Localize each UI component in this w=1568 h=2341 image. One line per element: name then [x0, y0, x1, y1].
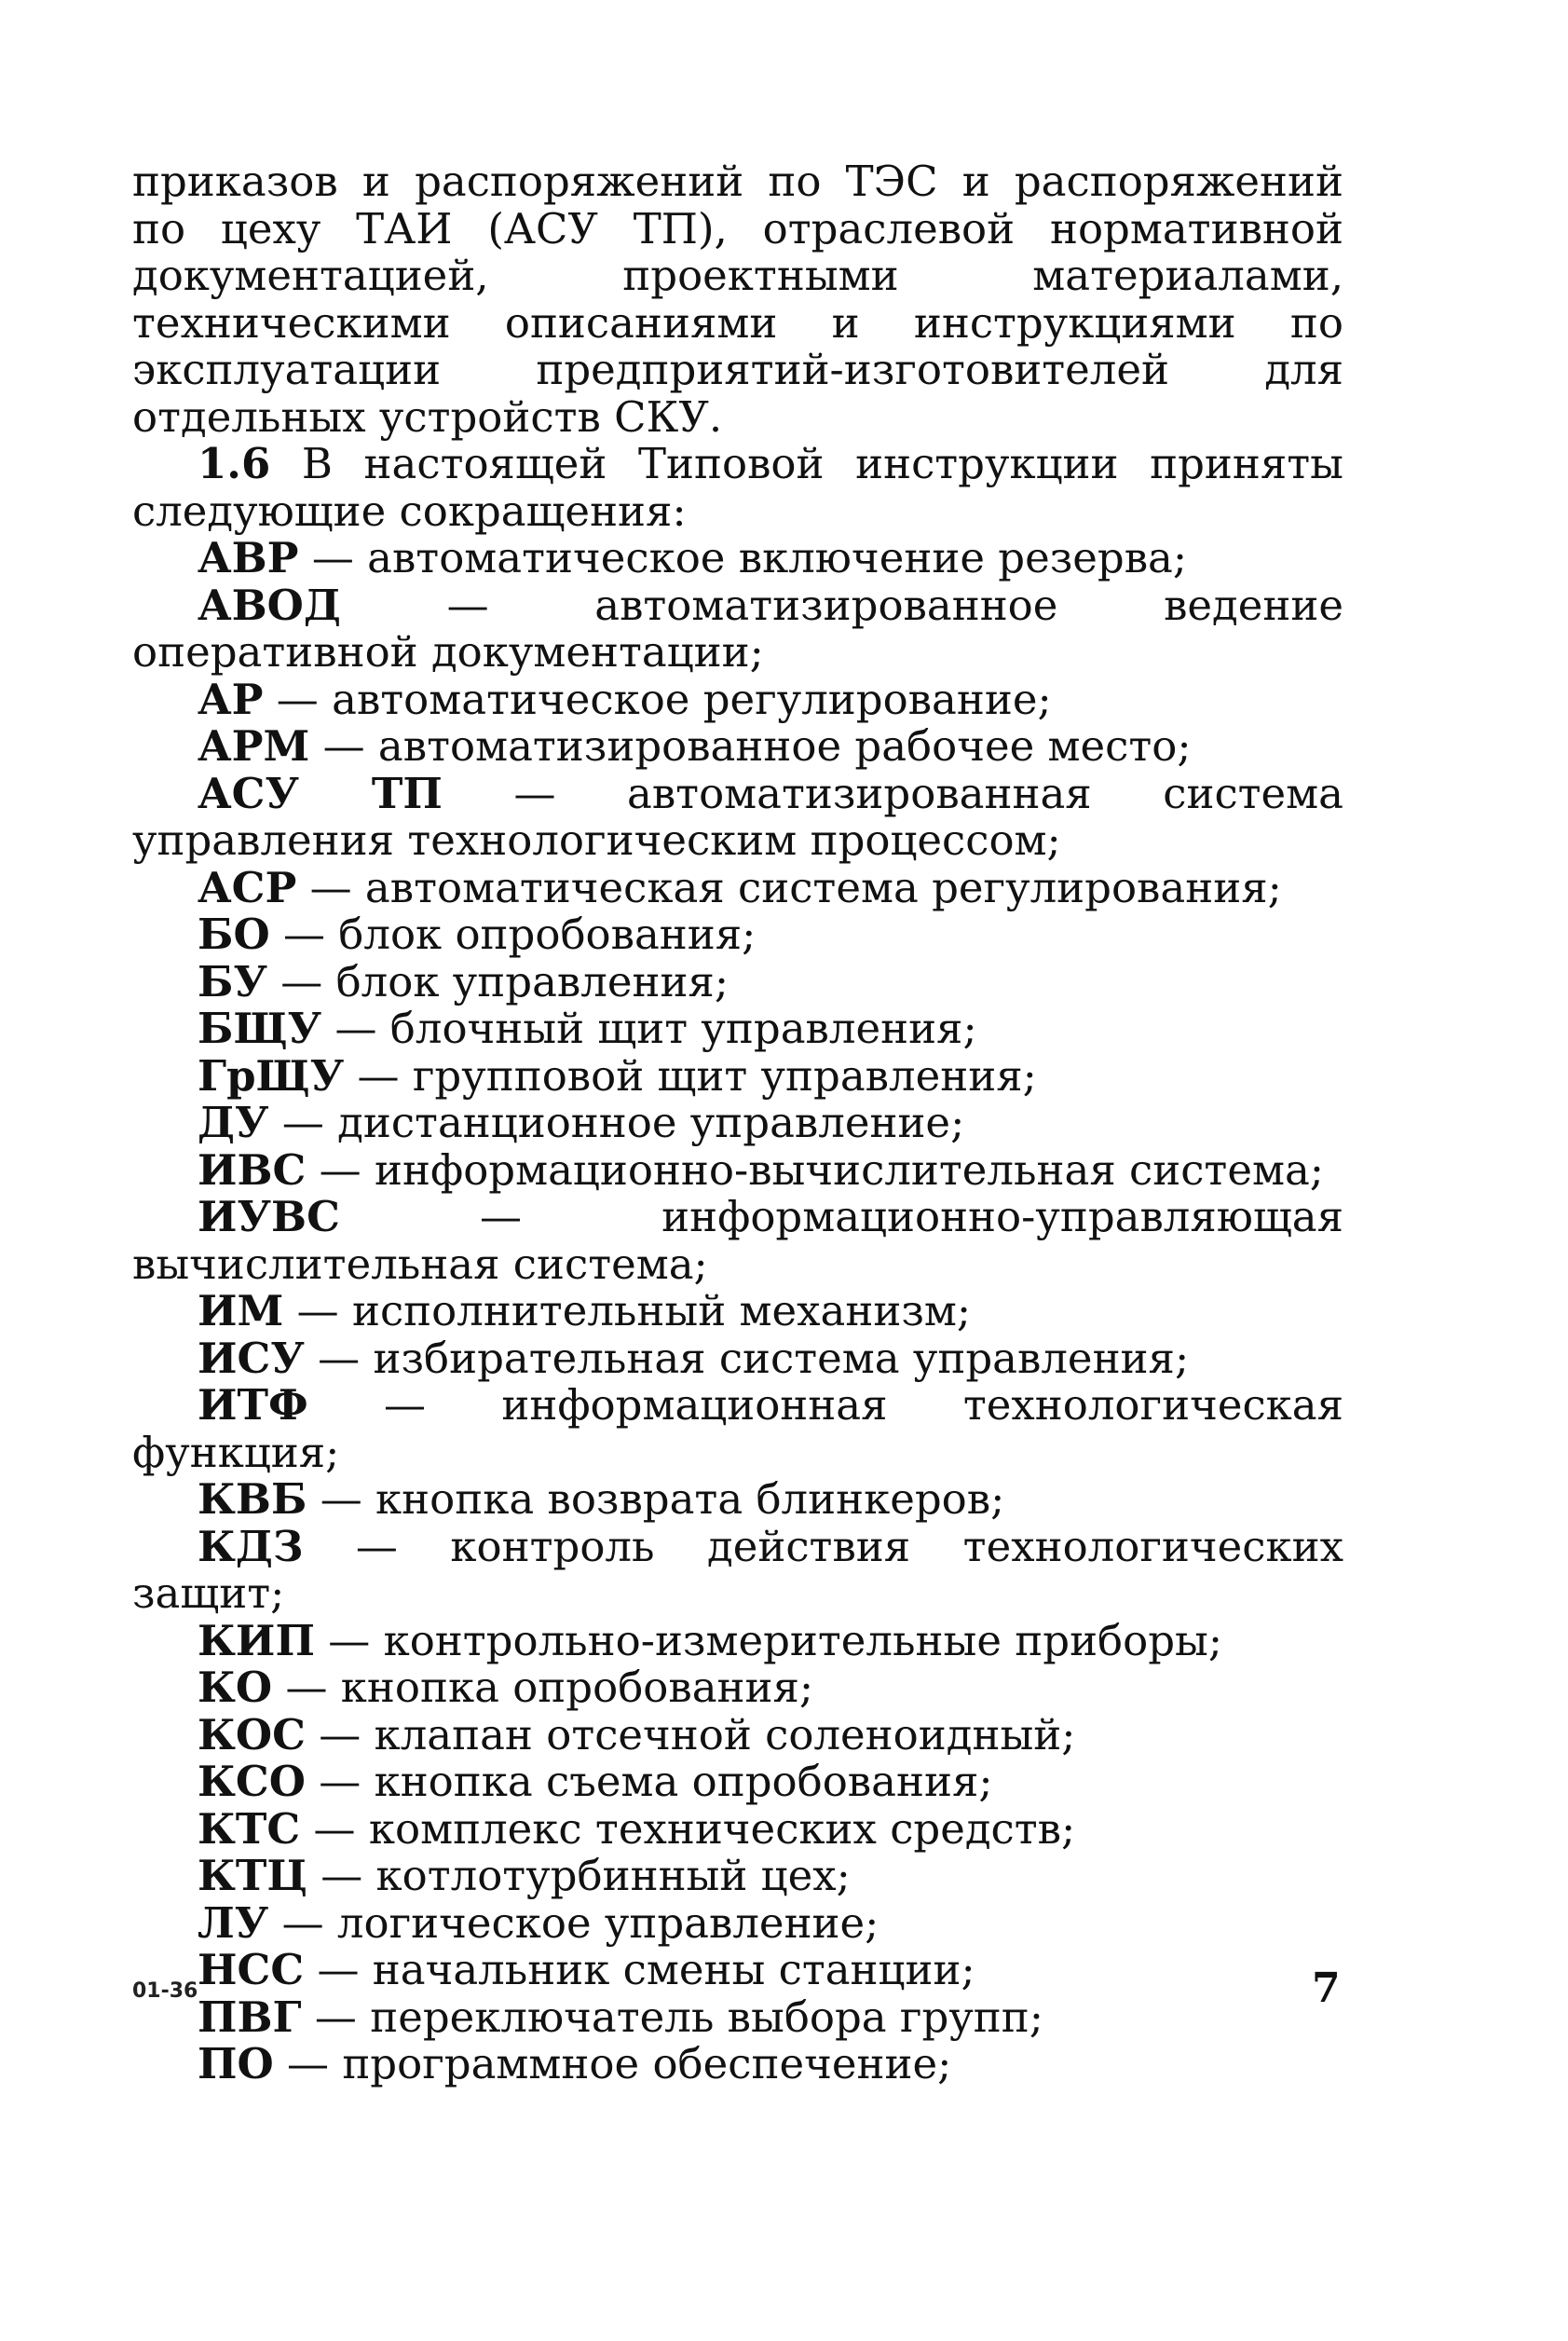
abbreviation-definition: логическое управление;	[336, 1897, 879, 1948]
abbreviation-term: АВР	[198, 533, 299, 582]
abbreviation-item	[132, 1853, 1343, 1900]
abbreviation-definition: котлотурбинный цех;	[375, 1851, 851, 1900]
abbreviation-item	[132, 2041, 1343, 2088]
abbreviation-dash: —	[309, 721, 378, 771]
abbreviation-term: БО	[198, 910, 270, 959]
abbreviation-dash: —	[340, 580, 595, 630]
abbreviation-term: КОС	[198, 1709, 306, 1759]
abbreviation-definition: дистанционное управление;	[337, 1098, 965, 1147]
abbreviation-item	[132, 1050, 1343, 1101]
abbreviation-definition: контрольно-измерительные приборы;	[383, 1615, 1223, 1665]
abbreviation-item	[132, 1006, 1343, 1053]
abbreviation-item	[132, 956, 1343, 1006]
abbreviation-dash: —	[263, 674, 333, 724]
abbreviation-term: ИУВС	[198, 1192, 340, 1241]
abbreviation-definition: программное обеспечение;	[342, 2039, 952, 2088]
abbreviation-definition: автоматизированное рабочее место;	[377, 721, 1192, 771]
abbreviation-item	[132, 1476, 1343, 1524]
abbreviation-item	[132, 1759, 1343, 1806]
abbreviation-term: АСР	[198, 862, 297, 912]
abbreviation-term: АР	[198, 674, 264, 724]
abbreviation-dash: —	[307, 1851, 376, 1900]
abbreviation-dash: —	[268, 1897, 337, 1948]
abbreviation-term: КВБ	[198, 1474, 307, 1524]
abbreviation-definition: блочный щит управления;	[389, 1004, 977, 1053]
abbreviation-term: АРМ	[198, 721, 310, 771]
abbreviation-item	[132, 1144, 1343, 1195]
abbreviation-definition: блок управления;	[335, 956, 729, 1006]
abbreviation-definition: информационно-вычислительная система;	[374, 1144, 1324, 1195]
intro-paragraph: приказов и распоряжений по ТЭС и распоряжений по цеху ТАИ (АСУ ТП), отраслевой нормативной документацией, проектными материалами, техническими описаниями и инструкциями по эксплуатации предприятий-изготовителей для отдельных устройств СКУ.	[132, 157, 1343, 442]
abbreviation-item	[132, 723, 1343, 771]
clause-1-6	[132, 441, 1343, 535]
clause-number: 1.6	[198, 439, 271, 488]
abbreviation-item	[132, 1194, 1343, 1288]
abbreviation-definition: начальник смены станции;	[372, 1945, 975, 1994]
abbreviation-dash: —	[307, 1380, 502, 1430]
abbreviation-dash: —	[442, 768, 628, 818]
abbreviation-definition: информационная технологическая функция;	[132, 1380, 1343, 1477]
abbreviation-dash: —	[304, 1945, 373, 1994]
abbreviation-term: ГрЩУ	[198, 1050, 345, 1101]
abbreviation-term: КО	[198, 1663, 273, 1712]
abbreviation-definition: групповой щит управления;	[412, 1050, 1037, 1101]
abbreviation-definition: автоматическая система регулирования;	[364, 862, 1282, 912]
abbreviation-dash: —	[301, 1992, 371, 2042]
abbreviation-item	[132, 535, 1343, 582]
abbreviation-definition: контроль действия технологических защит;	[132, 1521, 1343, 1618]
abbreviation-dash: —	[303, 1521, 451, 1571]
abbreviation-dash: —	[272, 1663, 341, 1712]
abbreviation-item	[132, 768, 1343, 865]
abbreviation-item	[132, 1897, 1343, 1948]
abbreviation-dash: —	[306, 1144, 375, 1195]
abbreviation-item	[132, 1382, 1343, 1476]
abbreviation-definition: автоматизированная система управления технологическим процессом;	[132, 768, 1343, 865]
abbreviation-dash: —	[314, 1615, 384, 1665]
abbreviation-definition: автоматическое регулирование;	[332, 674, 1052, 724]
abbreviation-dash: —	[296, 862, 365, 912]
abbreviation-item	[132, 1100, 1343, 1147]
abbreviation-item	[132, 1288, 1343, 1335]
abbreviation-dash: —	[305, 1757, 375, 1806]
abbreviation-item	[132, 911, 1343, 959]
document-body	[132, 158, 1343, 2088]
abbreviation-definition: блок опробования;	[338, 910, 757, 959]
abbreviation-dash: —	[304, 1333, 374, 1383]
abbreviation-dash: —	[268, 1098, 338, 1147]
abbreviation-term: ИТФ	[198, 1380, 308, 1430]
abbreviation-definition: переключатель выбора групп;	[370, 1992, 1043, 2042]
abbreviation-definition: комплекс технических средств;	[368, 1803, 1076, 1854]
abbreviation-dash: —	[339, 1192, 662, 1241]
footer-code: 01-36	[132, 1979, 198, 2003]
abbreviation-item	[132, 1709, 1343, 1759]
abbreviation-dash: —	[269, 910, 339, 959]
abbreviation-dash: —	[344, 1050, 413, 1101]
abbreviation-term: АСУ ТП	[198, 768, 443, 818]
abbreviation-item	[132, 1947, 1343, 1994]
clause-text: В настоящей Типовой инструкции приняты следующие сокращения:	[132, 439, 1343, 536]
abbreviation-dash: —	[300, 1803, 369, 1854]
abbreviation-term: ПО	[198, 2039, 274, 2088]
abbreviation-definition: автоматическое включение резерва;	[367, 533, 1188, 582]
abbreviation-definition: клапан отсечной соленоидный;	[374, 1709, 1076, 1759]
abbreviation-definition: кнопка возврата блинкеров;	[375, 1474, 1005, 1524]
abbreviation-term: ИСУ	[198, 1333, 305, 1383]
abbreviation-definition: информационно-управляющая вычислительная система;	[132, 1192, 1343, 1289]
abbreviation-item	[132, 674, 1343, 724]
abbreviation-list	[132, 535, 1343, 2088]
abbreviation-item	[132, 862, 1343, 912]
abbreviation-definition: исполнительный механизм;	[351, 1286, 972, 1335]
abbreviation-term: ЛУ	[198, 1897, 269, 1948]
abbreviation-dash: —	[266, 956, 336, 1006]
page-number: 7	[1312, 1965, 1341, 2012]
abbreviation-term: КСО	[198, 1757, 306, 1806]
abbreviation-dash: —	[283, 1286, 352, 1335]
abbreviation-item	[132, 1615, 1343, 1665]
abbreviation-term: ДУ	[198, 1098, 269, 1147]
abbreviation-dash: —	[273, 2039, 343, 2088]
abbreviation-term: БУ	[198, 956, 267, 1006]
abbreviation-term: КДЗ	[198, 1521, 304, 1571]
abbreviation-term: АВОД	[198, 580, 341, 630]
abbreviation-item	[132, 1803, 1343, 1854]
abbreviation-definition: избирательная система управления;	[373, 1333, 1190, 1383]
abbreviation-definition: кнопка съема опробования;	[374, 1757, 993, 1806]
abbreviation-definition: кнопка опробования;	[340, 1663, 814, 1712]
abbreviation-term: ИМ	[198, 1286, 284, 1335]
abbreviation-item	[132, 1521, 1343, 1618]
abbreviation-dash: —	[305, 1709, 375, 1759]
abbreviation-term: ИВС	[198, 1144, 307, 1195]
abbreviation-dash: —	[298, 533, 368, 582]
abbreviation-dash: —	[307, 1474, 376, 1524]
abbreviation-definition: автоматизированное ведение оперативной документации;	[132, 580, 1343, 677]
abbreviation-item	[132, 582, 1343, 677]
abbreviation-term: КТС	[198, 1803, 301, 1854]
abbreviation-term: КТЦ	[198, 1851, 307, 1900]
abbreviation-term: НСС	[198, 1945, 305, 1994]
abbreviation-item	[132, 1335, 1343, 1383]
abbreviation-term: КИП	[198, 1615, 315, 1665]
abbreviation-item	[132, 1994, 1343, 2042]
abbreviation-dash: —	[321, 1004, 390, 1053]
abbreviation-term: ПВГ	[198, 1992, 302, 2042]
abbreviation-item	[132, 1664, 1343, 1712]
abbreviation-term: БЩУ	[198, 1004, 322, 1053]
